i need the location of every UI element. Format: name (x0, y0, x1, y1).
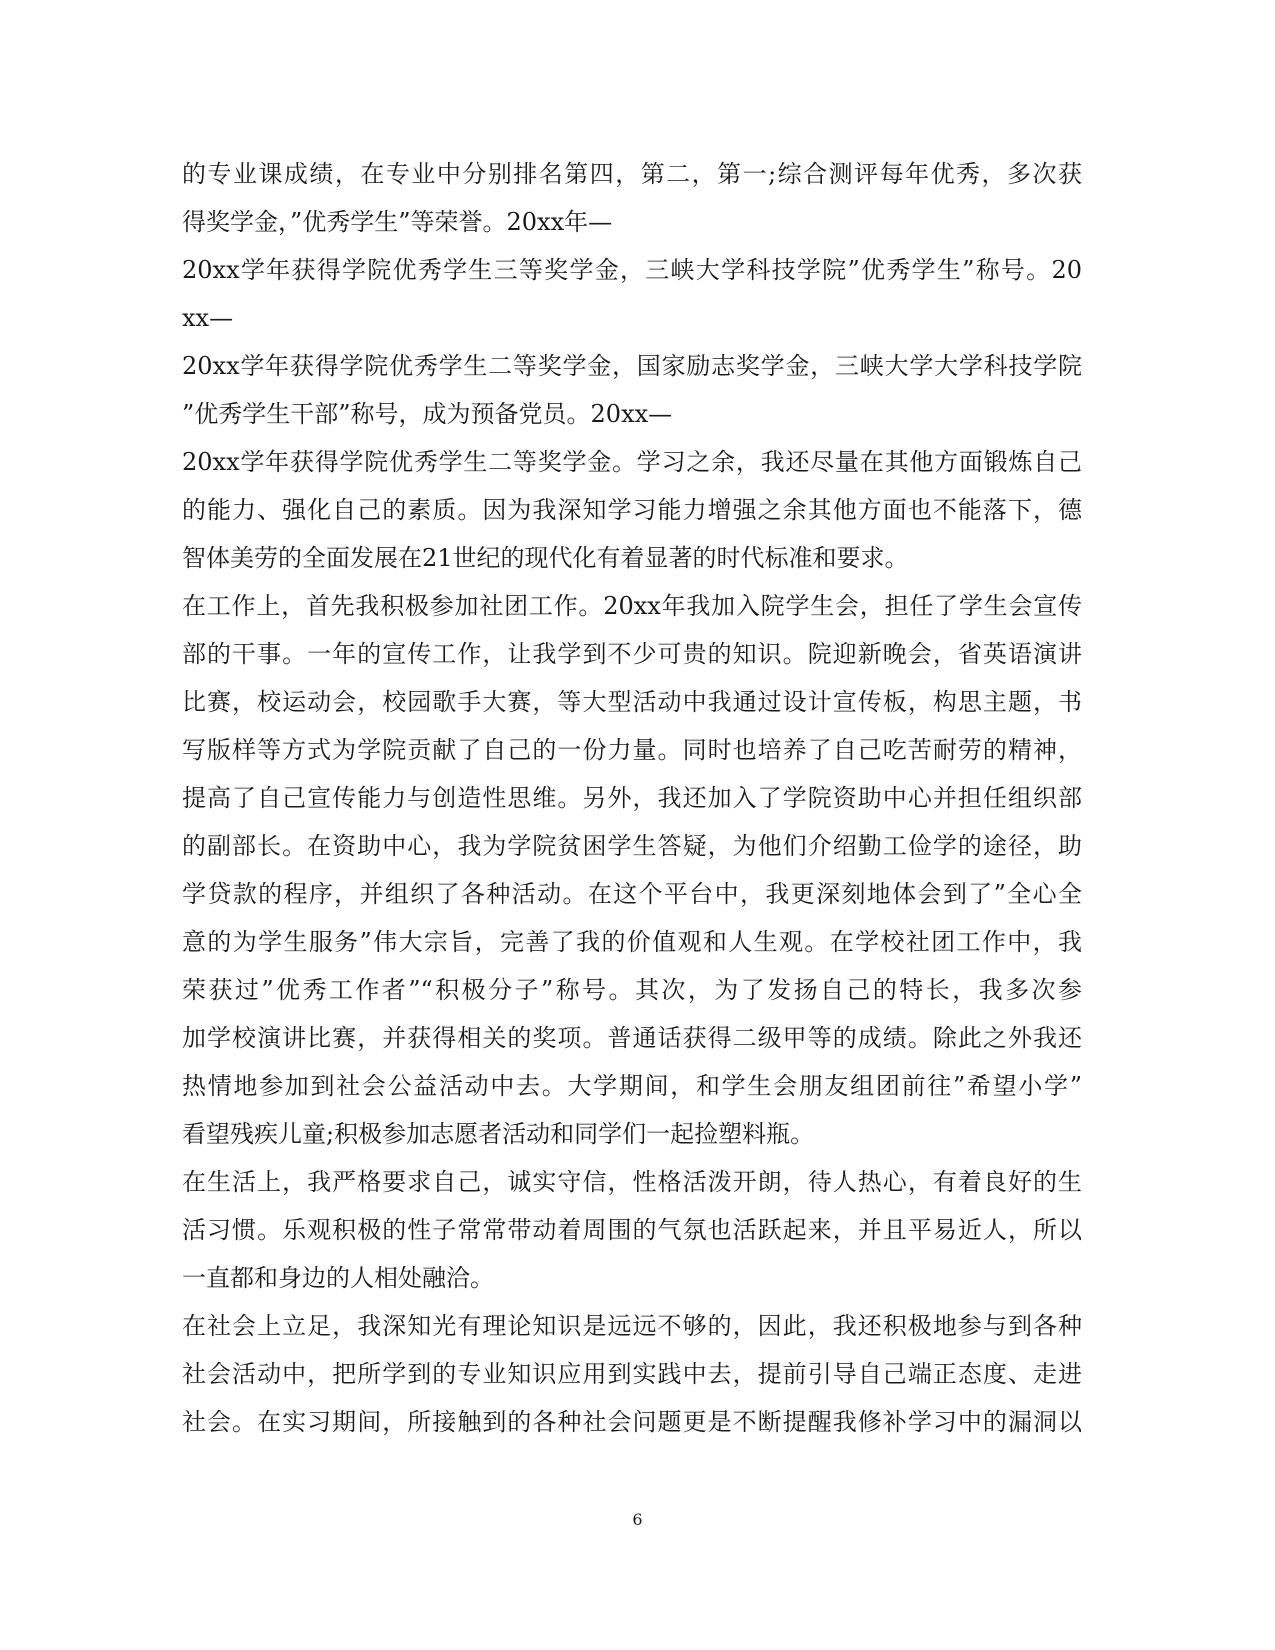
text-line: 部的干事。一年的宣传工作，让我学到不少可贵的知识。院迎新晚会，省英语演讲 (182, 640, 1082, 668)
text-line: 看望残疾儿童;积极参加志愿者活动和同学们一起捡塑料瓶。 (182, 1120, 815, 1148)
text-line: 的能力、强化自己的素质。因为我深知学习能力增强之余其他方面也不能落下，德 (182, 496, 1082, 524)
text-line: 的副部长。在资助中心，我为学院贫困学生答疑，为他们介绍勤工俭学的途径，助 (182, 832, 1082, 860)
text-line: 写版样等方式为学院贡献了自己的一份力量。同时也培养了自己吃苦耐劳的精神， (182, 736, 1082, 764)
text-line: 学贷款的程序，并组织了各种活动。在这个平台中，我更深刻地体会到了”全心全 (182, 880, 1082, 908)
text-line: 一直都和身边的人相处融洽。 (182, 1264, 494, 1292)
text-line: 活习惯。乐观积极的性子常常带动着周围的气氛也活跃起来，并且平易近人，所以 (182, 1216, 1082, 1244)
text-line: 社会活动中，把所学到的专业知识应用到实践中去，提前引导自己端正态度、走进 (182, 1360, 1082, 1388)
text-line: 热情地参加到社会公益活动中去。大学期间，和学生会朋友组团前往”希望小学” (182, 1072, 1082, 1100)
text-line: 智体美劳的全面发展在21世纪的现代化有着显著的时代标准和要求。 (182, 544, 909, 572)
text-line: 得奖学金，”优秀学生”等荣誉。20xx年— (182, 208, 613, 236)
text-line: 20xx学年获得学院优秀学生二等奖学金。学习之余，我还尽量在其他方面锻炼自己 (182, 448, 1082, 476)
body-text (182, 150, 1082, 1446)
text-line: 的专业课成绩，在专业中分别排名第四，第二，第一;综合测评每年优秀，多次获 (182, 160, 1082, 188)
text-line: 提高了自己宣传能力与创造性思维。另外，我还加入了学院资助中心并担任组织部 (182, 784, 1082, 812)
text-line: xx— (182, 304, 234, 332)
text-line: 在社会上立足，我深知光有理论知识是远远不够的，因此，我还积极地参与到各种 (182, 1312, 1082, 1340)
text-line: ”优秀学生干部”称号，成为预备党员。20xx— (182, 400, 673, 428)
text-line: 在生活上，我严格要求自己，诚实守信，性格活泼开朗，待人热心，有着良好的生 (182, 1168, 1082, 1196)
text-line: 比赛，校运动会，校园歌手大赛，等大型活动中我通过设计宣传板，构思主题，书 (182, 688, 1082, 716)
text-line: 意的为学生服务”伟大宗旨，完善了我的价值观和人生观。在学校社团工作中，我 (182, 928, 1082, 956)
text-line: 加学校演讲比赛，并获得相关的奖项。普通话获得二级甲等的成绩。除此之外我还 (182, 1024, 1082, 1052)
text-line: 在工作上，首先我积极参加社团工作。20xx年我加入院学生会，担任了学生会宣传 (182, 592, 1082, 620)
page-number: 6 (632, 1510, 643, 1529)
text-line: 荣获过”优秀工作者”“积极分子”称号。其次，为了发扬自己的特长，我多次参 (182, 976, 1082, 1004)
text-line: 20xx学年获得学院优秀学生三等奖学金，三峡大学科技学院”优秀学生”称号。20 (182, 256, 1082, 284)
text-line: 社会。在实习期间，所接触到的各种社会问题更是不断提醒我修补学习中的漏洞以 (182, 1408, 1082, 1436)
text-line: 20xx学年获得学院优秀学生二等奖学金，国家励志奖学金，三峡大学大学科技学院 (182, 352, 1082, 380)
